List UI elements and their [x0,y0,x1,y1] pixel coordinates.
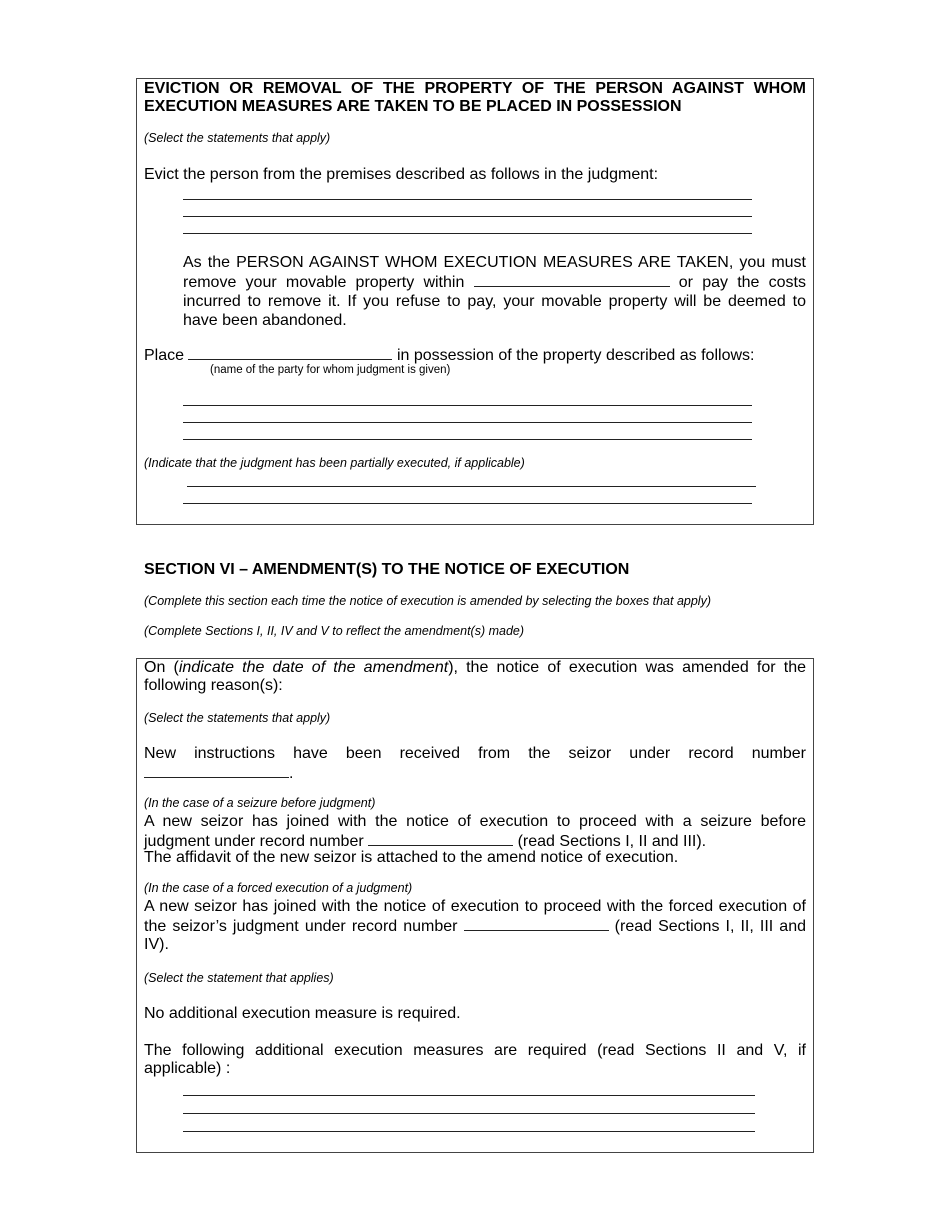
remove-text-2: or pay the costs incurred to remove it. If you refuse to pay, your movable property will be deemed to have been abandoned. [183,274,806,329]
applies-note: (Select the statement that applies) [144,971,334,985]
remove-paragraph [183,253,806,330]
date-hint: indicate the date of the amendment [178,659,449,676]
seizure-record-field[interactable] [368,831,513,846]
place-row [144,345,806,365]
measures-line-1[interactable] [183,1095,755,1096]
amend-select-note: (Select the statements that apply) [144,711,331,725]
on-prefix: On ( [144,659,179,676]
premises-line-3[interactable] [183,233,752,234]
forced-paragraph [144,898,806,954]
section6-note2: (Complete Sections I, II, IV and V to reflect the amendment(s) made) [144,624,525,638]
new-instr-record-row: . [144,763,293,783]
seizure-text-2: (read Sections I, II and III). [517,833,707,850]
premises-line-2[interactable] [183,216,752,217]
premises-line-1[interactable] [183,199,752,200]
remove-text-1: As the PERSON AGAINST WHOM EXECUTION MEASURES ARE TAKEN, you must remove your movable property within [183,254,806,291]
measures-line-2[interactable] [183,1113,755,1114]
forced-text-1: A new seizor has joined with the notice of execution to proceed with the forced execution of the seizor’s judgment under record number [144,898,806,935]
property-line-1[interactable] [183,405,752,406]
forced-text-2: (read Sections I, II, III and IV). [144,918,806,953]
amendment-intro [144,659,806,695]
section6-title: SECTION VI – AMENDMENT(S) TO THE NOTICE OF EXECUTION [144,561,630,578]
no-additional-text: No additional execution measure is required. [144,1005,461,1022]
remove-delay-field[interactable] [474,272,670,287]
select-note: (Select the statements that apply) [144,131,331,145]
place-party-field[interactable] [188,345,392,360]
property-line-3[interactable] [183,439,752,440]
eviction-heading: EVICTION OR REMOVAL OF THE PROPERTY OF THE PERSON AGAINST WHOM EXECUTION MEASURES ARE TAKEN TO BE PLACED IN POSSESSION [144,80,806,115]
forced-note: (In the case of a forced execution of a judgment) [144,881,413,895]
partial-note: (Indicate that the judgment has been partially executed, if applicable) [144,456,525,470]
section6-note1: (Complete this section each time the notice of execution is amended by selecting the boxes that apply) [144,594,711,608]
seizure-note: (In the case of a seizure before judgment) [144,796,376,810]
seizure-paragraph [144,813,806,851]
forced-record-field[interactable] [464,916,609,931]
seizure-text-1: A new seizor has joined with the notice of execution to proceed with a seizure before judgment under record number [144,813,806,850]
place-rest: in possession of the property described as follows: [396,347,755,364]
partial-line-2[interactable] [183,503,752,504]
evict-text: Evict the person from the premises described as follows in the judgment: [144,166,659,183]
affidavit-text: The affidavit of the new seizor is attached to the amend notice of execution. [144,849,679,866]
measures-line-3[interactable] [183,1131,755,1132]
partial-line-1[interactable] [187,486,756,487]
place-label: Place [144,347,185,364]
on-suffix: ), the notice of execution was amended for the following reason(s): [144,659,806,694]
following-text: The following additional execution measures are required (read Sections II and V, if applicable) : [144,1042,806,1077]
property-line-2[interactable] [183,422,752,423]
new-instructions: New instructions have been received from the seizor under record number [144,745,806,762]
new-instr-record-field[interactable] [144,763,289,778]
place-caption: (name of the party for whom judgment is given) [210,364,451,376]
